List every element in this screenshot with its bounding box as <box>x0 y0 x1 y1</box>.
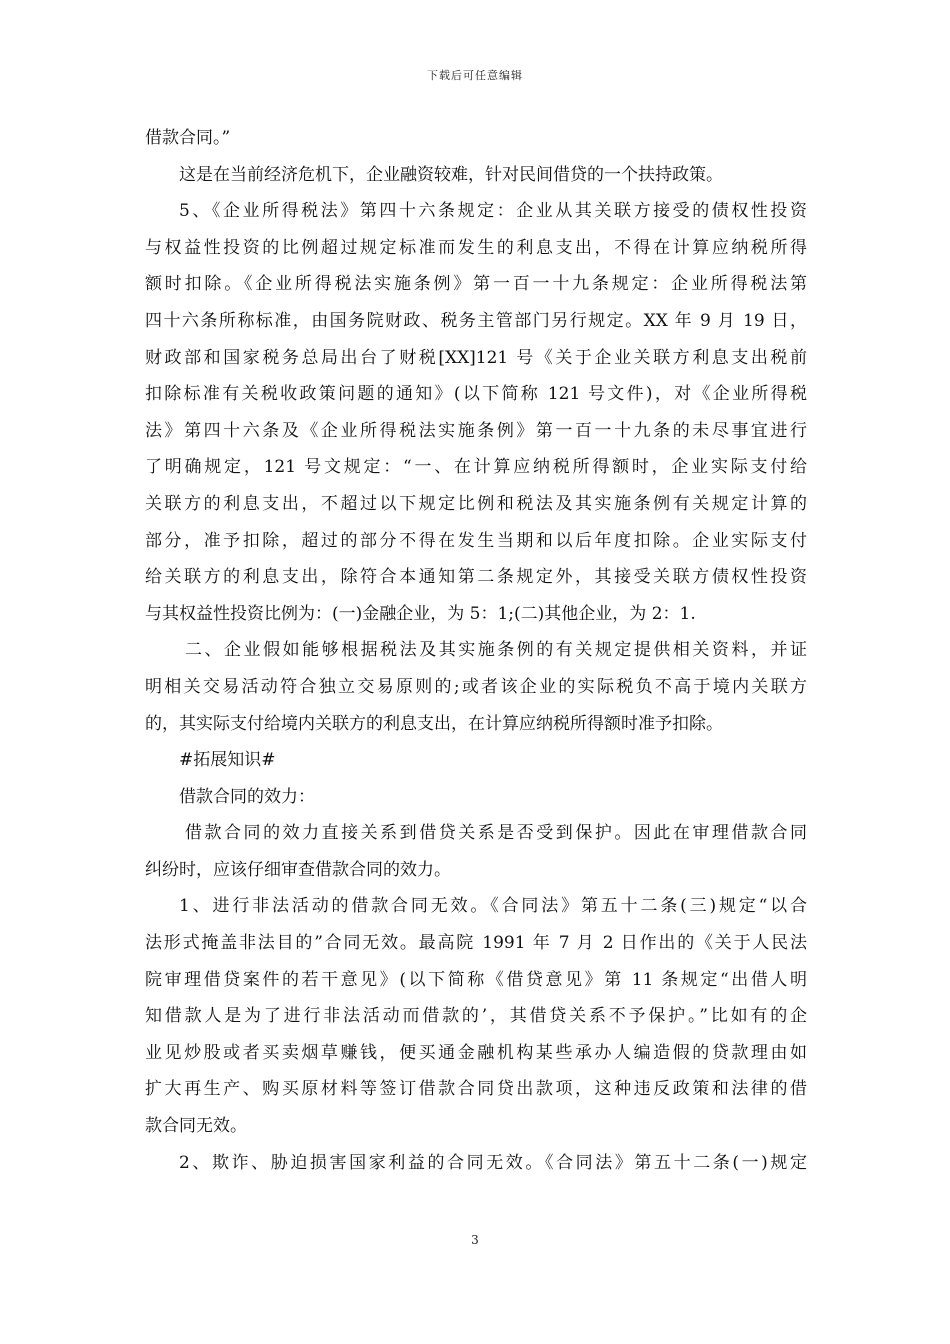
text-line: 明相关交易活动符合独立交易原则的;或者该企业的实际税负不高于境内关联方 <box>145 676 807 697</box>
text-line: 给关联方的利息支出，除符合本通知第二条规定外，其接受关联方债权性投资 <box>145 567 807 588</box>
text-line: 财政部和国家税务总局出台了财税[XX]121 号《关于企业关联方利息支出税前 <box>145 347 807 368</box>
text-line: 扩大再生产、购买原材料等签订借款合同贷出款项，这种违反政策和法律的借 <box>145 1079 807 1100</box>
text-line: 借款合同的效力直接关系到借贷关系是否受到保护。因此在审理借款合同 <box>185 823 807 844</box>
text-line: 部分，准予扣除，超过的部分不得在发生当期和以后年度扣除。企业实际支付 <box>145 530 807 551</box>
page-header-note: 下载后可任意编辑 <box>427 69 523 82</box>
text-line: 2、欺诈、胁迫损害国家利益的合同无效。《合同法》第五十二条(一)规定 <box>179 1152 807 1173</box>
text-line: 借款合同。” <box>145 128 231 148</box>
subheading: 借款合同的效力： <box>179 786 315 807</box>
text-line: 这是在当前经济危机下，企业融资较难，针对民间借贷的一个扶持政策。 <box>179 164 723 185</box>
text-line: 纠纷时，应该仔细审查借款合同的效力。 <box>145 859 451 880</box>
text-line: 了明确规定，121 号文规定：“一、在计算应纳税所得额时，企业实际支付给 <box>145 457 807 478</box>
text-line: 额时扣除。《企业所得税法实施条例》第一百一十九条规定：企业所得税法第 <box>145 274 807 295</box>
text-line: 与权益性投资的比例超过规定标准而发生的利息支出，不得在计算应纳税所得 <box>145 237 807 258</box>
text-line: 法》第四十六条及《企业所得税法实施条例》第一百一十九条的未尽事宜进行 <box>145 420 807 441</box>
page-number: 3 <box>471 1233 479 1247</box>
text-line: 款合同无效。 <box>145 1116 247 1137</box>
text-line: 二、企业假如能够根据税法及其实施条例的有关规定提供相关资料，并证 <box>185 640 807 661</box>
text-line: 的，其实际支付给境内关联方的利息支出，在计算应纳税所得额时准予扣除。 <box>145 713 723 734</box>
text-line: 关联方的利息支出，不超过以下规定比例和税法及其实施条例有关规定计算的 <box>145 493 807 514</box>
text-line: 法形式掩盖非法目的”合同无效。最高院 1991 年 7 月 2 日作出的《关于人民法 <box>145 933 807 954</box>
text-line: 5、《企业所得税法》第四十六条规定：企业从其关联方接受的债权性投资 <box>179 201 807 222</box>
text-line: 业见炒股或者买卖烟草赚钱，便买通金融机构某些承办人编造假的贷款理由如 <box>145 1042 807 1063</box>
text-line: 四十六条所称标准，由国务院财政、税务主管部门另行规定。XX 年 9 月 19 日， <box>145 310 807 331</box>
text-line: 与其权益性投资比例为：(一)金融企业，为 5：1;(二)其他企业，为 2：1. <box>145 603 696 624</box>
text-line: 知借款人是为了进行非法活动而借款的’，其借贷关系不予保护。”比如有的企 <box>145 1006 807 1027</box>
text-line: 1、进行非法活动的借款合同无效。《合同法》第五十二条(三)规定“以合 <box>179 896 807 917</box>
text-line: 扣除标准有关税收政策问题的通知》(以下简称 121 号文件)，对《企业所得税 <box>145 384 807 405</box>
section-marker: #拓展知识# <box>179 750 276 771</box>
document-body <box>145 120 807 1181</box>
text-line: 院审理借贷案件的若干意见》(以下简称《借贷意见》第 11 条规定“出借人明 <box>145 969 807 990</box>
